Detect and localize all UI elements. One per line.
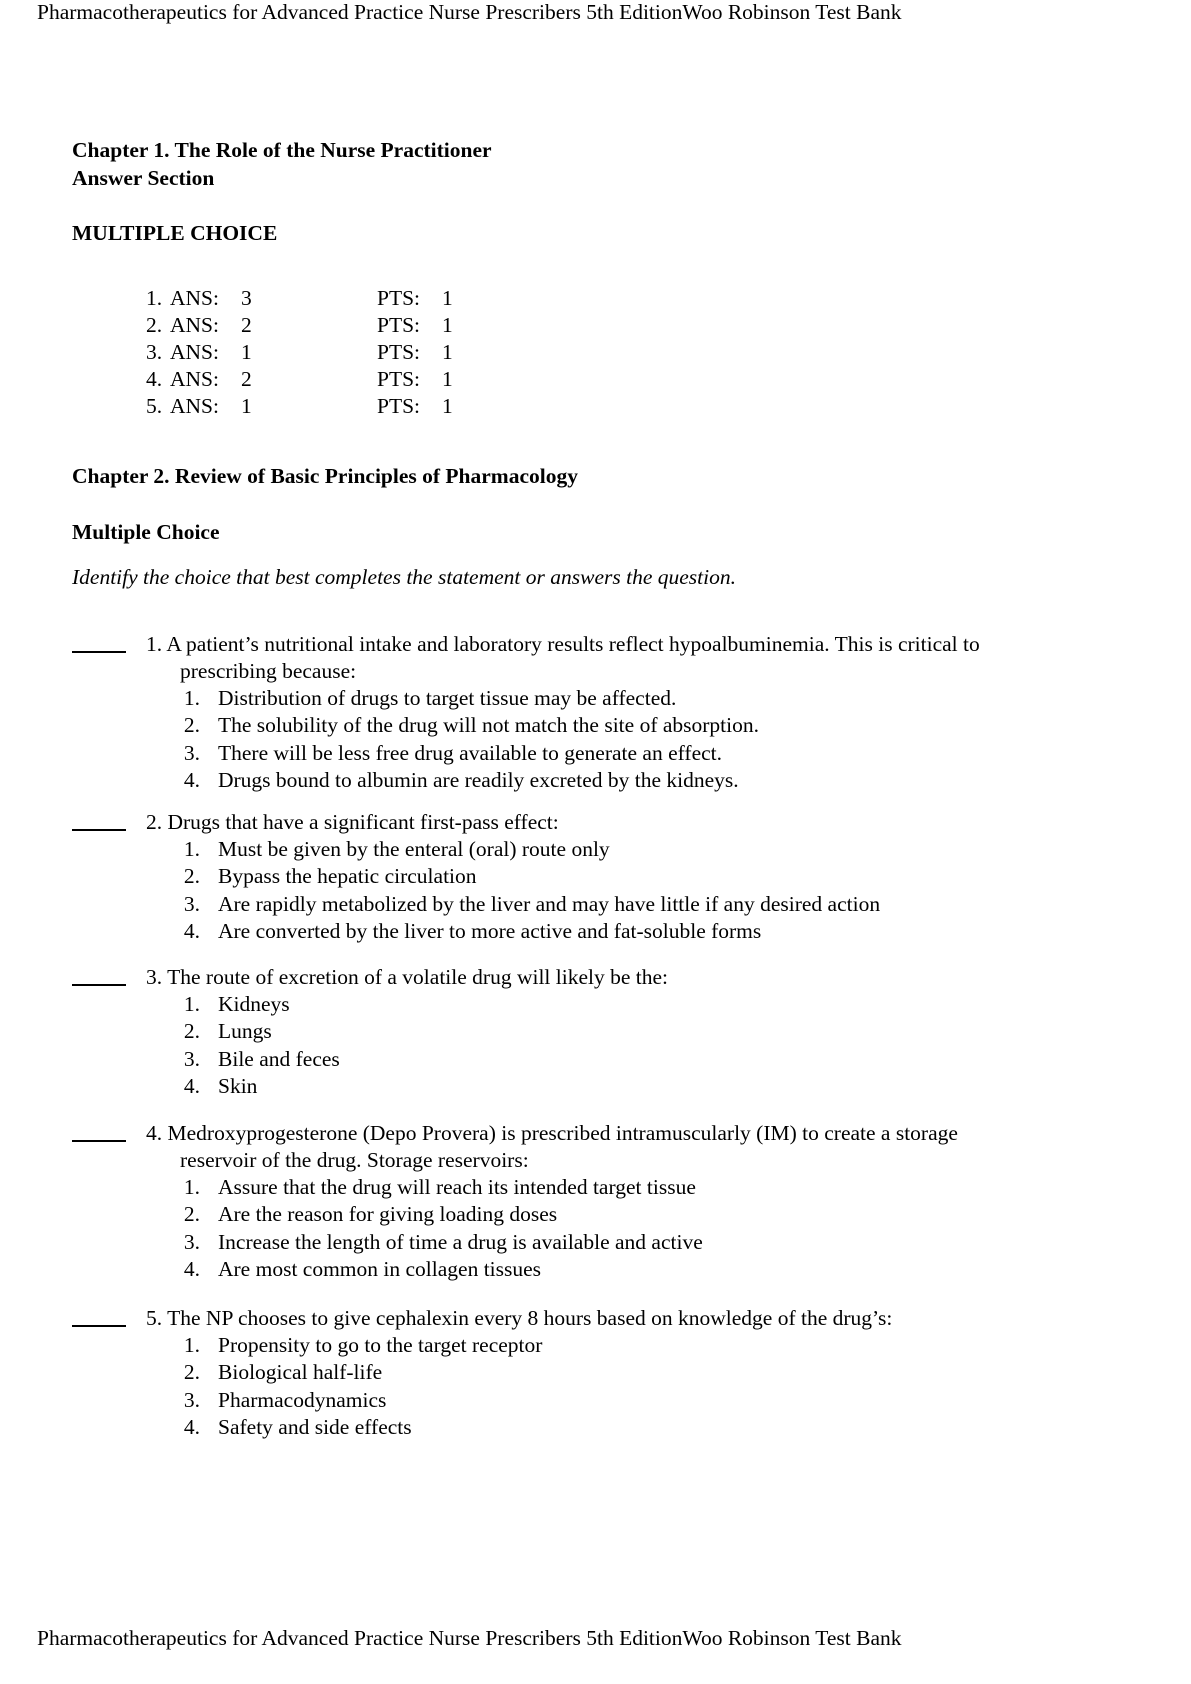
option-number: 1.	[183, 1333, 200, 1357]
option-number: 3.	[183, 1046, 200, 1071]
option-text: Are most common in collagen tissues	[218, 1256, 542, 1281]
answer-number: 2.	[146, 313, 163, 337]
option-number: 4.	[183, 1073, 200, 1098]
question-stem: 5. The NP chooses to give cephalexin every 8 hours based on knowledge of the drug’s:	[146, 1306, 893, 1330]
question-stem-continued: reservoir of the drug. Storage reservoirs:	[180, 1148, 529, 1172]
answer-blank[interactable]	[72, 1325, 126, 1327]
option-number: 2.	[183, 864, 200, 889]
chapter2-title: Chapter 2. Review of Basic Principles of Pharmacology	[72, 464, 578, 488]
ans-label: ANS:	[170, 394, 219, 418]
option-text: Are converted by the liver to more active and fat-soluble forms	[218, 918, 762, 943]
option-number: 4.	[183, 1414, 200, 1439]
page-footer: Pharmacotherapeutics for Advanced Practice Nurse Prescribers 5th EditionWoo Robinson Test Bank	[37, 1626, 902, 1650]
answer-number: 3.	[146, 340, 163, 364]
option-text: Increase the length of time a drug is available and active	[218, 1229, 703, 1254]
instructions: Identify the choice that best completes the statement or answers the question.	[72, 565, 736, 589]
option-text: Pharmacodynamics	[218, 1387, 387, 1412]
option-number: 1.	[183, 1175, 200, 1199]
ans-value: 1	[241, 394, 252, 418]
option-number: 1.	[183, 837, 200, 861]
option-text: Are rapidly metabolized by the liver and may have little if any desired action	[218, 891, 881, 916]
option-text: Distribution of drugs to target tissue may be affected.	[218, 686, 677, 710]
option-text: Drugs bound to albumin are readily excreted by the kidneys.	[218, 767, 739, 792]
answer-number: 1.	[146, 286, 163, 310]
pts-label: PTS:	[377, 313, 421, 337]
pts-label: PTS:	[377, 340, 421, 364]
ans-label: ANS:	[170, 286, 219, 310]
option-text: Lungs	[218, 1019, 272, 1044]
option-text: Assure that the drug will reach its intended target tissue	[218, 1175, 696, 1199]
question-stem-continued: prescribing because:	[180, 659, 357, 683]
multiple-choice-heading: MULTIPLE CHOICE	[72, 221, 278, 245]
option-text: Bile and feces	[218, 1046, 340, 1071]
option-number: 1.	[183, 686, 200, 710]
pts-value: 1	[442, 394, 453, 418]
option-number: 2.	[183, 1360, 200, 1385]
answer-number: 5.	[146, 394, 163, 418]
option-text: The solubility of the drug will not match the site of absorption.	[218, 713, 759, 738]
answer-blank[interactable]	[72, 829, 126, 831]
pts-value: 1	[442, 286, 453, 310]
ans-label: ANS:	[170, 313, 219, 337]
option-number: 1.	[183, 992, 200, 1016]
option-text: Kidneys	[218, 992, 290, 1016]
answer-section-heading: Answer Section	[72, 166, 215, 190]
ans-value: 1	[241, 340, 252, 364]
pts-label: PTS:	[377, 394, 421, 418]
option-number: 3.	[183, 740, 200, 765]
option-number: 4.	[183, 1256, 200, 1281]
option-text: Propensity to go to the target receptor	[218, 1333, 543, 1357]
ans-value: 2	[241, 313, 252, 337]
option-number: 4.	[183, 767, 200, 792]
answer-blank[interactable]	[72, 651, 126, 653]
question-stem: 2. Drugs that have a significant first-pass effect:	[146, 810, 559, 834]
option-text: Are the reason for giving loading doses	[218, 1202, 558, 1227]
option-text: Skin	[218, 1073, 258, 1098]
question-stem: 4. Medroxyprogesterone (Depo Provera) is prescribed intramuscularly (IM) to create a storage	[146, 1121, 958, 1145]
ans-value: 3	[241, 286, 252, 310]
option-text: Safety and side effects	[218, 1414, 412, 1439]
pts-label: PTS:	[377, 286, 421, 310]
answer-blank[interactable]	[72, 984, 126, 986]
ans-label: ANS:	[170, 367, 219, 391]
ans-value: 2	[241, 367, 252, 391]
pts-value: 1	[442, 367, 453, 391]
question-stem: 1. A patient’s nutritional intake and laboratory results reflect hypoalbuminemia. This is critical to	[146, 632, 980, 656]
option-text: Bypass the hepatic circulation	[218, 864, 477, 889]
ans-label: ANS:	[170, 340, 219, 364]
pts-value: 1	[442, 313, 453, 337]
page-header: Pharmacotherapeutics for Advanced Practice Nurse Prescribers 5th EditionWoo Robinson Test Bank	[37, 0, 902, 24]
option-text: Must be given by the enteral (oral) route only	[218, 837, 610, 861]
option-number: 4.	[183, 918, 200, 943]
pts-label: PTS:	[377, 367, 421, 391]
option-number: 2.	[183, 1202, 200, 1227]
option-number: 3.	[183, 1229, 200, 1254]
option-text: Biological half-life	[218, 1360, 383, 1385]
question-stem: 3. The route of excretion of a volatile drug will likely be the:	[146, 965, 669, 989]
option-number: 2.	[183, 713, 200, 738]
pts-value: 1	[442, 340, 453, 364]
option-text: There will be less free drug available to generate an effect.	[218, 740, 723, 765]
chapter1-title: Chapter 1. The Role of the Nurse Practitioner	[72, 138, 492, 162]
option-number: 3.	[183, 1387, 200, 1412]
option-number: 3.	[183, 891, 200, 916]
multiple-choice-subheading: Multiple Choice	[72, 520, 220, 544]
answer-blank[interactable]	[72, 1140, 126, 1142]
answer-number: 4.	[146, 367, 163, 391]
option-number: 2.	[183, 1019, 200, 1044]
